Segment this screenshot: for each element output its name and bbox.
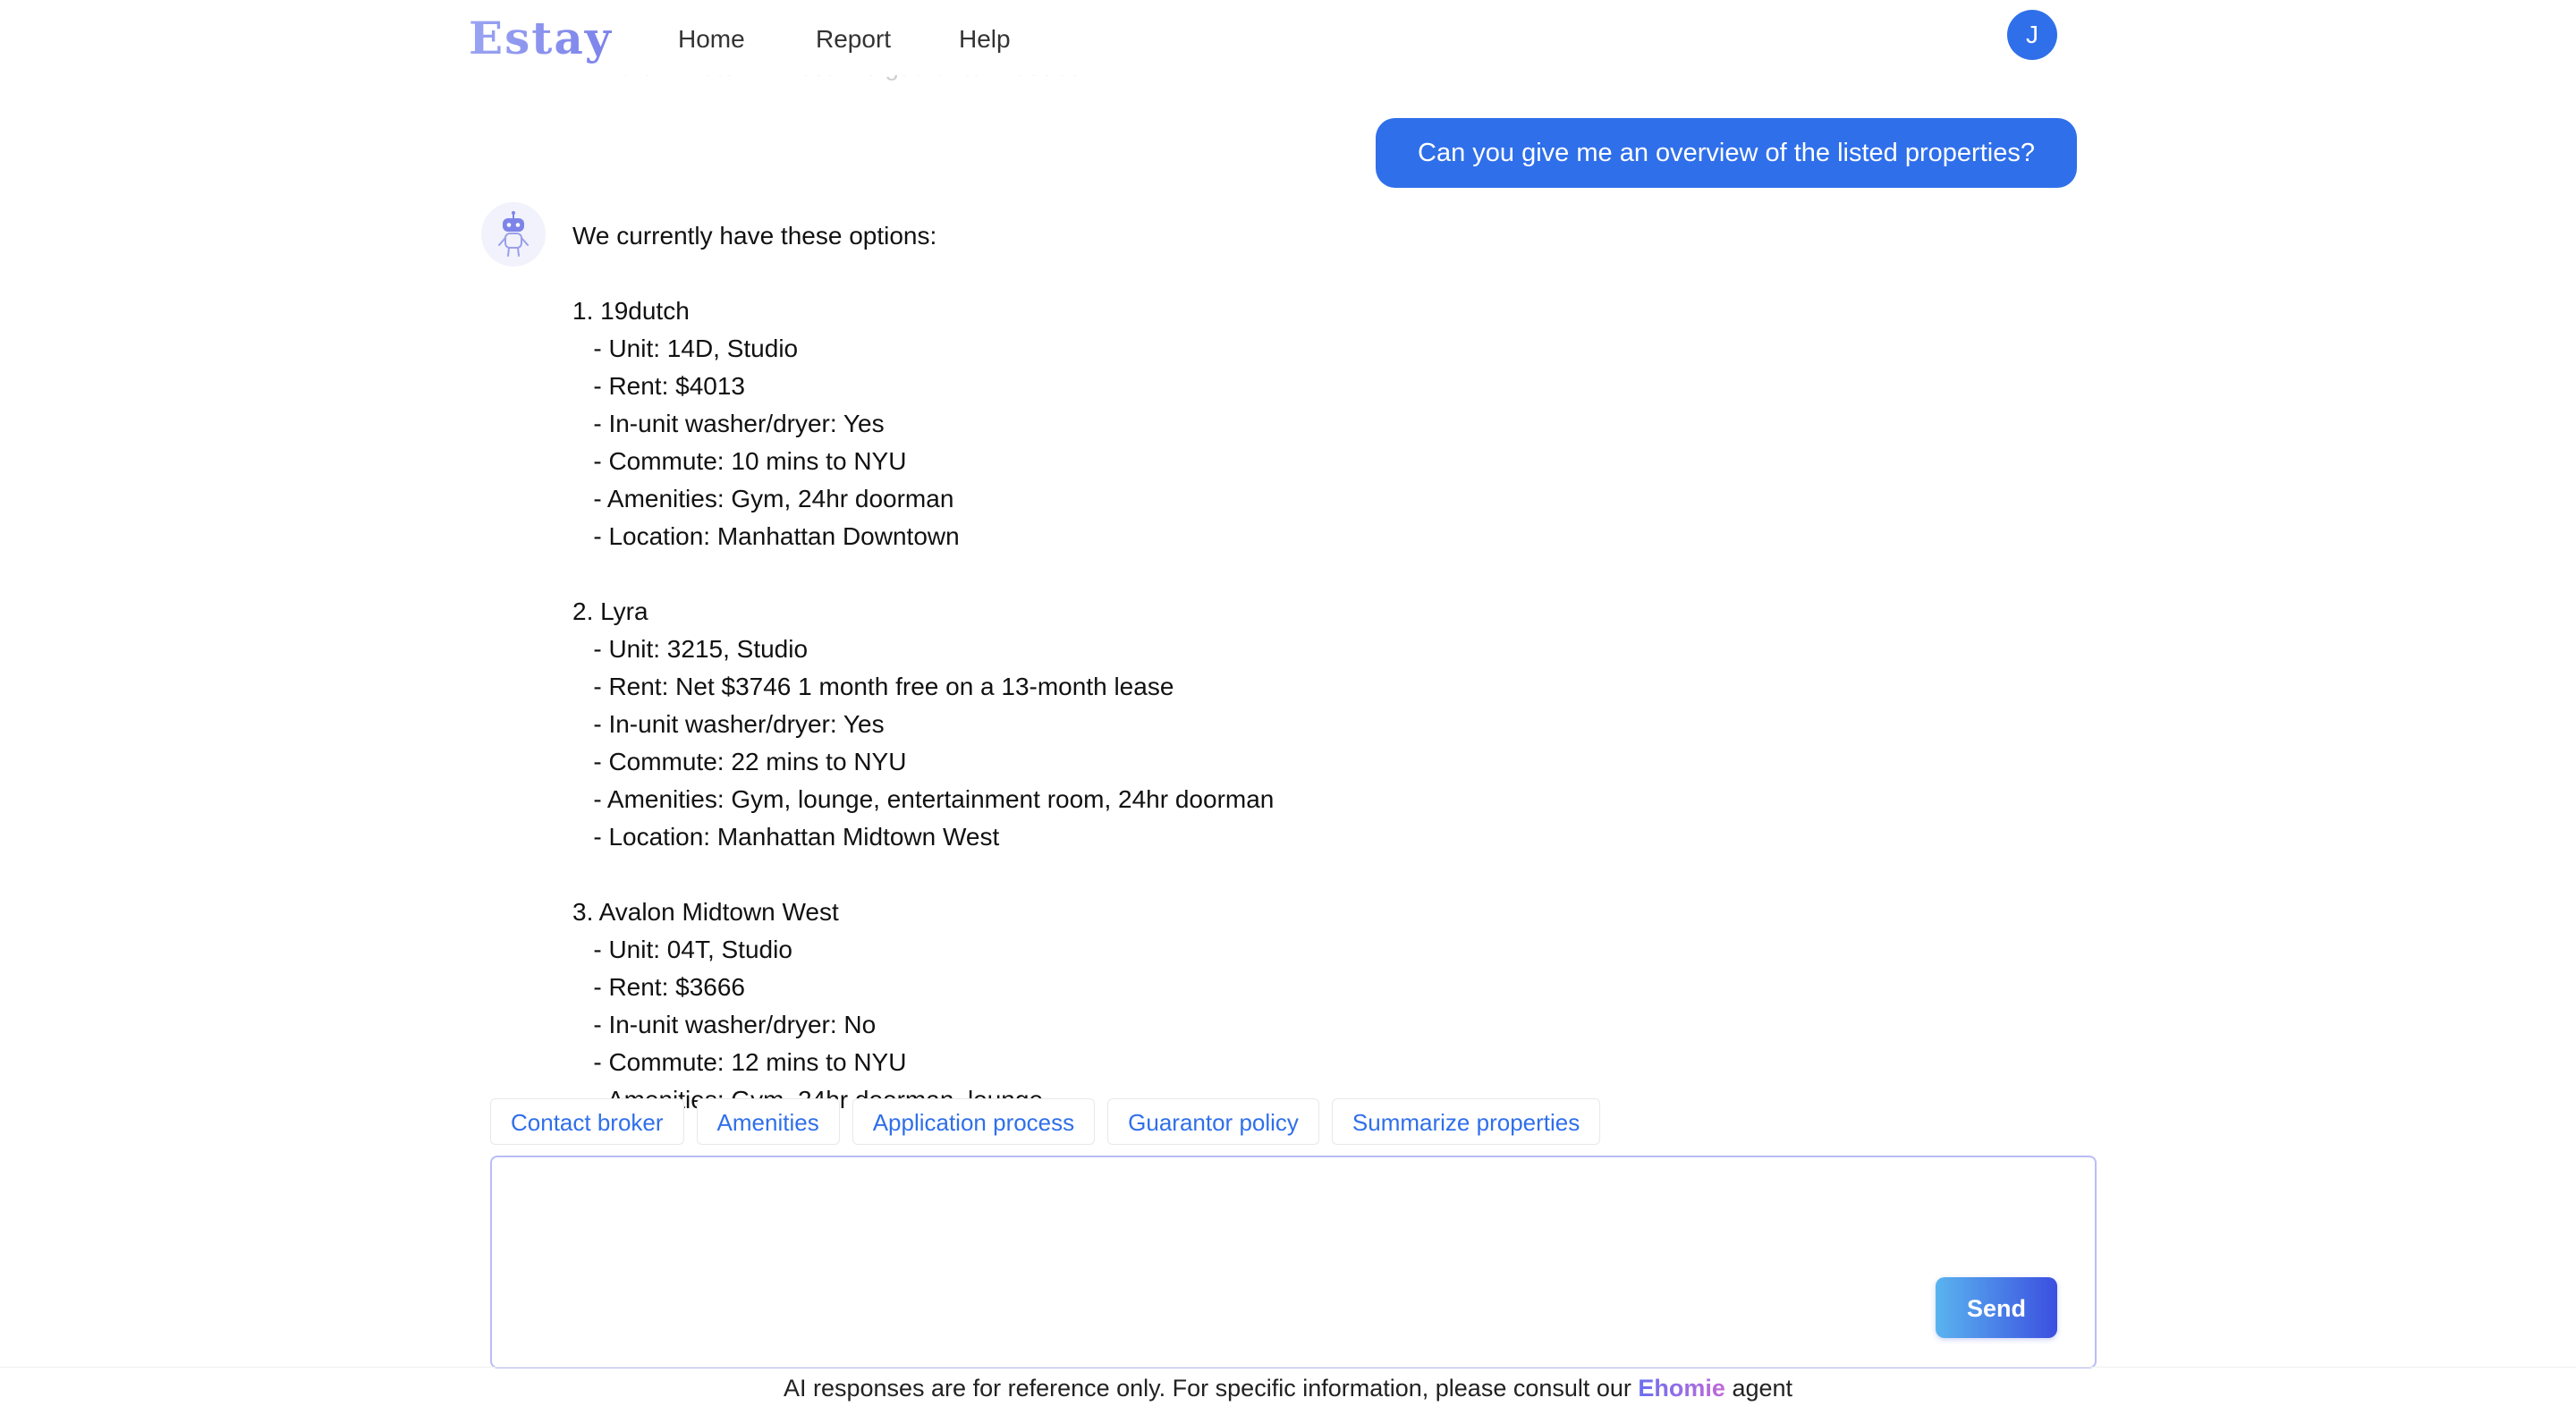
message-composer[interactable]	[490, 1156, 2097, 1368]
disclaimer-suffix: agent	[1724, 1375, 1793, 1402]
footer-divider	[0, 1367, 2576, 1368]
quick-reply-chips	[490, 1098, 1600, 1147]
nav-help[interactable]: Help	[959, 25, 1011, 53]
ai-disclaimer	[0, 1370, 2576, 1406]
chip-contact-broker[interactable]: Contact broker	[490, 1098, 684, 1145]
estay-logo[interactable]: Estay	[469, 12, 613, 64]
nav-report[interactable]: Report	[816, 25, 892, 53]
ehomie-agent-link[interactable]: Ehomie	[1638, 1375, 1725, 1402]
top-navigation-bar	[0, 0, 2576, 75]
robot-icon	[481, 202, 546, 267]
chip-amenities[interactable]: Amenities	[697, 1098, 840, 1145]
send-button[interactable]: Send	[1936, 1277, 2057, 1338]
chip-summarize-properties[interactable]: Summarize properties	[1332, 1098, 1600, 1145]
chip-guarantor-policy[interactable]: Guarantor policy	[1107, 1098, 1319, 1145]
user-message-bubble: Can you give me an overview of the listed properties?	[1376, 118, 2077, 188]
assistant-message: We currently have these options: 1. 19dutch - Unit: 14D, Studio - Rent: $4013 - In-unit washer/dryer: Yes - Commute: 10 mins to NYU - Amenities: Gym, 24hr doorman - Location: Manhattan Downtown 2. Lyra - Unit: 3215, Studio - Rent: Net $3746 1 month free on a 13-month lease - In-unit washer/dryer: Yes - Commute: 22 mins to NYU - Amenities: Gym, lounge, entertainment room, 24hr doorman - Location: Manhattan Midtown West 3. Avalon Midtown West - Unit: 04T, Studio - Rent: $3666 - In-unit washer/dryer: No - Commute: 12 mins to NYU	[572, 222, 1275, 1076]
disclaimer-text: AI responses are for reference only. For specific information, please consult our	[783, 1375, 1639, 1402]
chat-history[interactable]	[0, 75, 2576, 1087]
message-input[interactable]	[508, 1170, 2032, 1281]
chip-application-process[interactable]: Application process	[852, 1098, 1095, 1145]
nav-home[interactable]: Home	[678, 25, 745, 53]
user-avatar[interactable]: J	[2007, 10, 2057, 60]
